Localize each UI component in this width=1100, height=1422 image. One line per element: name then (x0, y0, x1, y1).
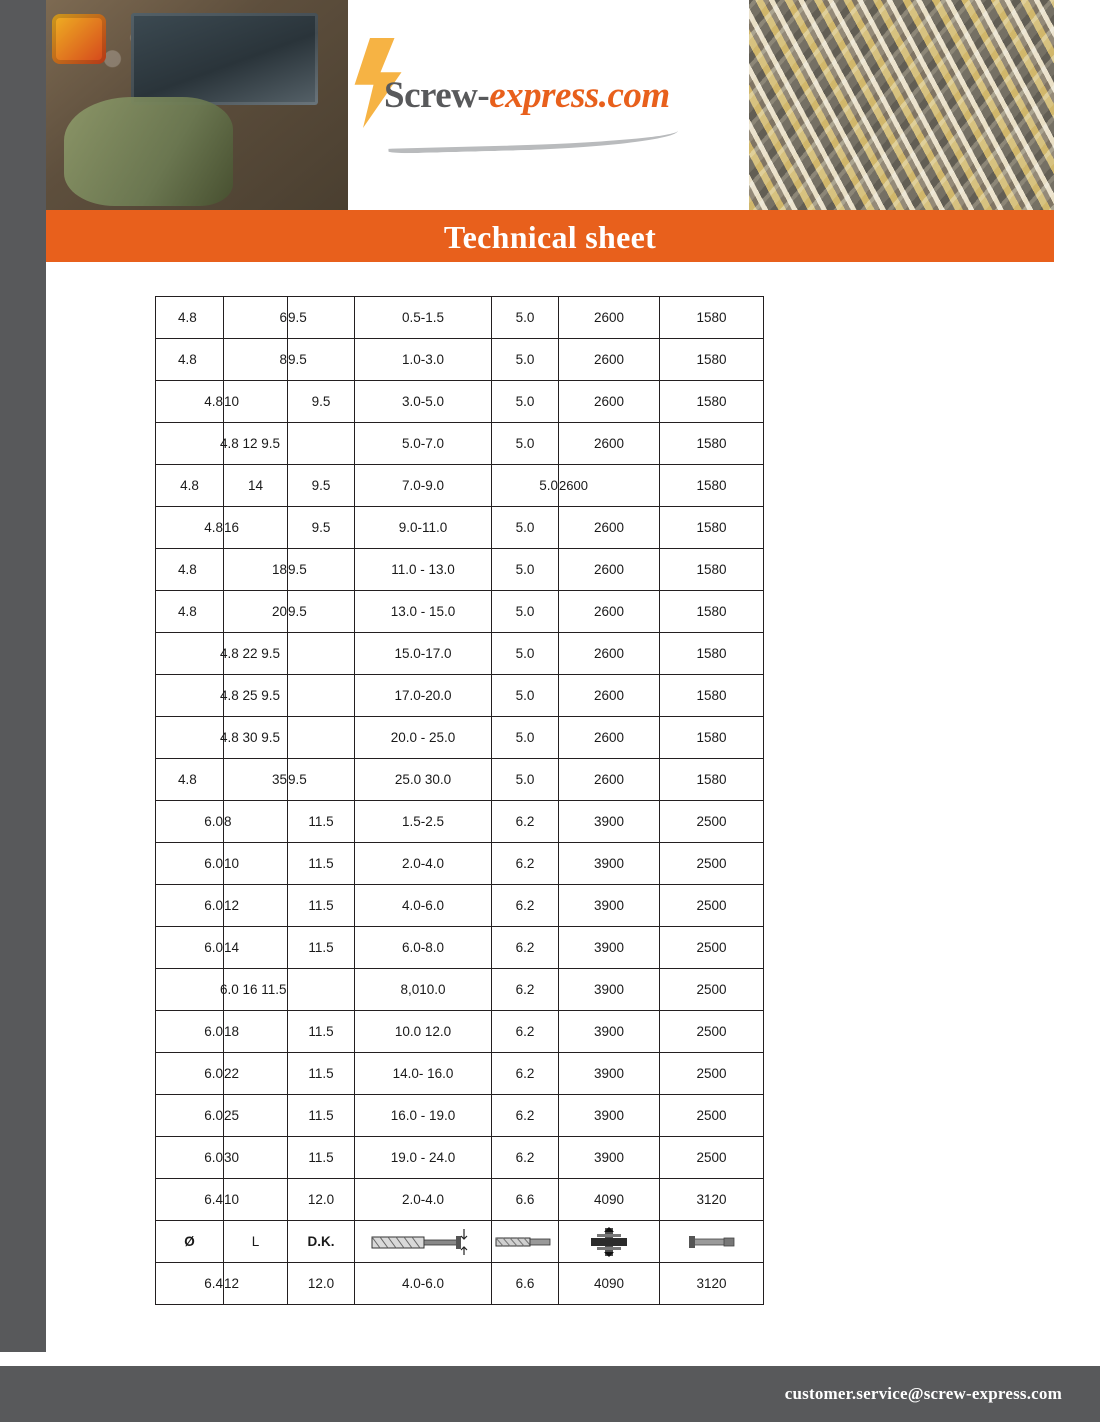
screw-in-material-icon (355, 1221, 492, 1263)
cell-tensile-value: 2600 (559, 465, 660, 507)
cell-diameter: 6.0 (156, 1011, 224, 1053)
cell-tensile-value: 3900 (559, 1095, 660, 1137)
cell-length: 10 (224, 843, 288, 885)
table-row (156, 381, 764, 423)
cell-shear-value: 1580 (660, 423, 764, 465)
table-row (156, 969, 764, 1011)
cell-material-thickness-range: 14.0- 16.0 (355, 1053, 492, 1095)
cell-drill-diameter: 6.2 (492, 1011, 559, 1053)
cell-drill-diameter: 5.0 (492, 675, 559, 717)
cell-material-thickness-range: 17.0-20.0 (355, 675, 492, 717)
cell-head-diameter: 9.5 (288, 297, 355, 339)
title-band (46, 210, 1054, 262)
table-row (156, 507, 764, 549)
table-row (156, 1263, 764, 1305)
cell-diameter: 6.0 (156, 1095, 224, 1137)
cell-tensile-value: 3900 (559, 969, 660, 1011)
table-row (156, 675, 764, 717)
cell-drill-diameter: 5.0 (492, 759, 559, 801)
cell-length: 12 (224, 885, 288, 927)
page-title: Technical sheet (443, 219, 657, 255)
cell-diameter: 6.0 (156, 843, 224, 885)
table-row (156, 591, 764, 633)
cell-drill-diameter: 6.6 (492, 1263, 559, 1305)
cell-shear-value: 1580 (660, 717, 764, 759)
fixing-side-view-icon (660, 1221, 764, 1263)
cell-material-thickness-range: 13.0 - 15.0 (355, 591, 492, 633)
cell-length: 30 (224, 1137, 288, 1179)
cell-drill-diameter: 6.6 (492, 1179, 559, 1221)
table-row (156, 1137, 764, 1179)
table-row (156, 927, 764, 969)
cell-length: 10 (224, 381, 288, 423)
cell-diameter (156, 633, 224, 675)
cell-head-diameter (288, 969, 355, 1011)
cell-diameter (156, 675, 224, 717)
spec-table-wrap (155, 296, 763, 1305)
cell-diameter (156, 423, 224, 465)
cell-tensile-value: 2600 (559, 591, 660, 633)
cell-shear-value: 1580 (660, 507, 764, 549)
cell-length: 10 (224, 1179, 288, 1221)
brand-logo (384, 74, 670, 117)
header-diameter-symbol: Ø (156, 1221, 224, 1263)
brand-logo-primary: Screw- (384, 75, 490, 116)
table-row (156, 885, 764, 927)
cell-material-thickness-range: 19.0 - 24.0 (355, 1137, 492, 1179)
cell-length: 12 (224, 1263, 288, 1305)
cell-head-diameter: 9.5 (288, 507, 355, 549)
cell-diameter: 4.8 (156, 381, 224, 423)
cell-diameter: 4.8 (156, 549, 224, 591)
cell-diameter: 4.8 (156, 465, 224, 507)
cell-shear-value: 1580 (660, 759, 764, 801)
cell-tensile-value: 2600 (559, 759, 660, 801)
cell-shear-value: 2500 (660, 1011, 764, 1053)
cell-head-diameter: 11.5 (288, 885, 355, 927)
cell-shear-value: 3120 (660, 1179, 764, 1221)
cell-material-thickness-range: 6.0-8.0 (355, 927, 492, 969)
cell-drill-diameter: 5.0 (492, 465, 559, 507)
cell-material-thickness-range: 4.0-6.0 (355, 1263, 492, 1305)
footer-contact-email: customer.service@screw-express.com (784, 1384, 1062, 1403)
cell-head-diameter: 12.0 (288, 1263, 355, 1305)
cell-diameter: 6.0 (156, 885, 224, 927)
cell-material-thickness-range: 3.0-5.0 (355, 381, 492, 423)
cell-length: 14 (224, 927, 288, 969)
cell-length: 22 (224, 1053, 288, 1095)
cell-shear-value: 2500 (660, 969, 764, 1011)
cell-diameter: 4.8 (156, 759, 224, 801)
cell-drill-diameter: 5.0 (492, 591, 559, 633)
screws-photo (749, 0, 1054, 210)
cell-drill-diameter: 5.0 (492, 507, 559, 549)
cell-tensile-value: 2600 (559, 549, 660, 591)
cell-length-merged: 4.8 25 9.5 (224, 675, 288, 717)
spec-table (155, 296, 764, 1305)
cell-length-merged: 4.8 12 9.5 (224, 423, 288, 465)
cell-diameter: 4.8 (156, 591, 224, 633)
footer-gap (0, 1352, 1100, 1366)
cell-diameter: 4.8 (156, 339, 224, 381)
cell-head-diameter: 11.5 (288, 1011, 355, 1053)
cell-tensile-value: 2600 (559, 717, 660, 759)
cell-diameter: 6.4 (156, 1179, 224, 1221)
cell-head-diameter: 9.5 (288, 591, 355, 633)
cell-tensile-value: 3900 (559, 885, 660, 927)
cell-tensile-value: 3900 (559, 927, 660, 969)
table-row (156, 549, 764, 591)
cell-material-thickness-range: 5.0-7.0 (355, 423, 492, 465)
cell-drill-diameter: 6.2 (492, 843, 559, 885)
cell-length: 35 (224, 759, 288, 801)
document-header (46, 0, 1054, 210)
cell-shear-value: 2500 (660, 1137, 764, 1179)
cell-material-thickness-range: 0.5-1.5 (355, 297, 492, 339)
cell-length-merged: 4.8 30 9.5 (224, 717, 288, 759)
cell-diameter: 4.8 (156, 507, 224, 549)
cell-tensile-value: 4090 (559, 1179, 660, 1221)
cell-head-diameter: 12.0 (288, 1179, 355, 1221)
cell-head-diameter (288, 633, 355, 675)
cell-tensile-value: 2600 (559, 381, 660, 423)
cell-drill-diameter: 6.2 (492, 969, 559, 1011)
cell-drill-diameter: 6.2 (492, 885, 559, 927)
cell-head-diameter: 11.5 (288, 843, 355, 885)
cell-length: 18 (224, 1011, 288, 1053)
cell-shear-value: 1580 (660, 297, 764, 339)
cell-length: 8 (224, 339, 288, 381)
cell-head-diameter: 9.5 (288, 339, 355, 381)
document-footer (0, 1366, 1100, 1422)
cell-head-diameter (288, 717, 355, 759)
cell-tensile-value: 3900 (559, 801, 660, 843)
table-row (156, 297, 764, 339)
cell-head-diameter: 11.5 (288, 1053, 355, 1095)
cell-head-diameter: 11.5 (288, 1095, 355, 1137)
table-row (156, 801, 764, 843)
cell-shear-value: 3120 (660, 1263, 764, 1305)
cell-shear-value: 1580 (660, 675, 764, 717)
cell-diameter: 6.4 (156, 1263, 224, 1305)
workbench-photo (46, 0, 348, 210)
cell-drill-diameter: 5.0 (492, 717, 559, 759)
logo-swoosh (388, 120, 679, 154)
table-symbol-row (156, 1221, 764, 1263)
cell-head-diameter: 9.5 (288, 381, 355, 423)
cell-material-thickness-range: 2.0-4.0 (355, 1179, 492, 1221)
cell-diameter (156, 717, 224, 759)
cell-shear-value: 2500 (660, 801, 764, 843)
cell-material-thickness-range: 25.0 30.0 (355, 759, 492, 801)
cell-diameter: 4.8 (156, 297, 224, 339)
table-row (156, 717, 764, 759)
cell-shear-value: 1580 (660, 549, 764, 591)
cell-shear-value: 2500 (660, 1095, 764, 1137)
cell-tensile-value: 2600 (559, 675, 660, 717)
table-row (156, 423, 764, 465)
cell-drill-diameter: 6.2 (492, 927, 559, 969)
cell-material-thickness-range: 7.0-9.0 (355, 465, 492, 507)
table-row (156, 1011, 764, 1053)
cell-drill-diameter: 5.0 (492, 549, 559, 591)
cell-diameter (156, 969, 224, 1011)
table-row (156, 1053, 764, 1095)
cell-shear-value: 2500 (660, 843, 764, 885)
cell-drill-diameter: 6.2 (492, 1137, 559, 1179)
cell-length: 20 (224, 591, 288, 633)
cell-tensile-value: 2600 (559, 339, 660, 381)
cell-shear-value: 2500 (660, 1053, 764, 1095)
cell-diameter: 6.0 (156, 927, 224, 969)
cell-shear-value: 2500 (660, 885, 764, 927)
tape-measure-icon (52, 14, 106, 64)
cell-length: 6 (224, 297, 288, 339)
cell-shear-value: 2500 (660, 927, 764, 969)
left-side-bar (0, 0, 46, 1422)
table-row (156, 1095, 764, 1137)
table-row (156, 465, 764, 507)
header-head-diameter-symbol: D.K. (288, 1221, 355, 1263)
cell-drill-diameter: 5.0 (492, 381, 559, 423)
cell-length: 25 (224, 1095, 288, 1137)
cell-shear-value: 1580 (660, 465, 764, 507)
cell-material-thickness-range: 2.0-4.0 (355, 843, 492, 885)
cell-drill-diameter: 5.0 (492, 297, 559, 339)
cell-length: 16 (224, 507, 288, 549)
cell-tensile-value: 3900 (559, 1137, 660, 1179)
cell-diameter: 6.0 (156, 1137, 224, 1179)
anchor-expanded-icon (559, 1221, 660, 1263)
cell-head-diameter: 9.5 (288, 759, 355, 801)
cell-length: 14 (224, 465, 288, 507)
brand-logo-secondary: express.com (489, 75, 670, 116)
cell-tensile-value: 3900 (559, 1053, 660, 1095)
cell-head-diameter (288, 675, 355, 717)
cell-length-merged: 4.8 22 9.5 (224, 633, 288, 675)
cell-material-thickness-range: 10.0 12.0 (355, 1011, 492, 1053)
cell-head-diameter: 11.5 (288, 927, 355, 969)
cell-drill-diameter: 6.2 (492, 801, 559, 843)
table-row (156, 633, 764, 675)
cell-tensile-value: 3900 (559, 843, 660, 885)
cell-material-thickness-range: 1.5-2.5 (355, 801, 492, 843)
table-row (156, 759, 764, 801)
cell-shear-value: 1580 (660, 633, 764, 675)
cell-shear-value: 1580 (660, 591, 764, 633)
cell-tensile-value: 3900 (559, 1011, 660, 1053)
cell-length: 8 (224, 801, 288, 843)
cell-shear-value: 1580 (660, 339, 764, 381)
cell-drill-diameter: 6.2 (492, 1095, 559, 1137)
cell-material-thickness-range: 1.0-3.0 (355, 339, 492, 381)
table-row (156, 843, 764, 885)
cell-length-merged: 6.0 16 11.5 (224, 969, 288, 1011)
cell-length: 18 (224, 549, 288, 591)
cell-drill-diameter: 5.0 (492, 423, 559, 465)
cell-tensile-value: 4090 (559, 1263, 660, 1305)
cell-drill-diameter: 6.2 (492, 1053, 559, 1095)
cell-head-diameter: 11.5 (288, 801, 355, 843)
cell-head-diameter: 9.5 (288, 465, 355, 507)
cell-drill-diameter: 5.0 (492, 339, 559, 381)
cell-head-diameter: 9.5 (288, 549, 355, 591)
cell-head-diameter: 11.5 (288, 1137, 355, 1179)
table-row (156, 1179, 764, 1221)
cell-material-thickness-range: 15.0-17.0 (355, 633, 492, 675)
cell-tensile-value: 2600 (559, 507, 660, 549)
cell-head-diameter (288, 423, 355, 465)
logo-area (348, 0, 749, 210)
cell-material-thickness-range: 20.0 - 25.0 (355, 717, 492, 759)
cell-drill-diameter: 5.0 (492, 633, 559, 675)
cell-shear-value: 1580 (660, 381, 764, 423)
drill-bit-icon (492, 1221, 559, 1263)
cell-tensile-value: 2600 (559, 633, 660, 675)
cell-material-thickness-range: 4.0-6.0 (355, 885, 492, 927)
cell-material-thickness-range: 8,010.0 (355, 969, 492, 1011)
cell-material-thickness-range: 11.0 - 13.0 (355, 549, 492, 591)
cell-material-thickness-range: 9.0-11.0 (355, 507, 492, 549)
table-row (156, 339, 764, 381)
cell-diameter: 6.0 (156, 801, 224, 843)
cell-tensile-value: 2600 (559, 423, 660, 465)
cell-diameter: 6.0 (156, 1053, 224, 1095)
cell-material-thickness-range: 16.0 - 19.0 (355, 1095, 492, 1137)
screws-photo-texture (749, 0, 1054, 210)
cell-tensile-value: 2600 (559, 297, 660, 339)
header-length-symbol: L (224, 1221, 288, 1263)
